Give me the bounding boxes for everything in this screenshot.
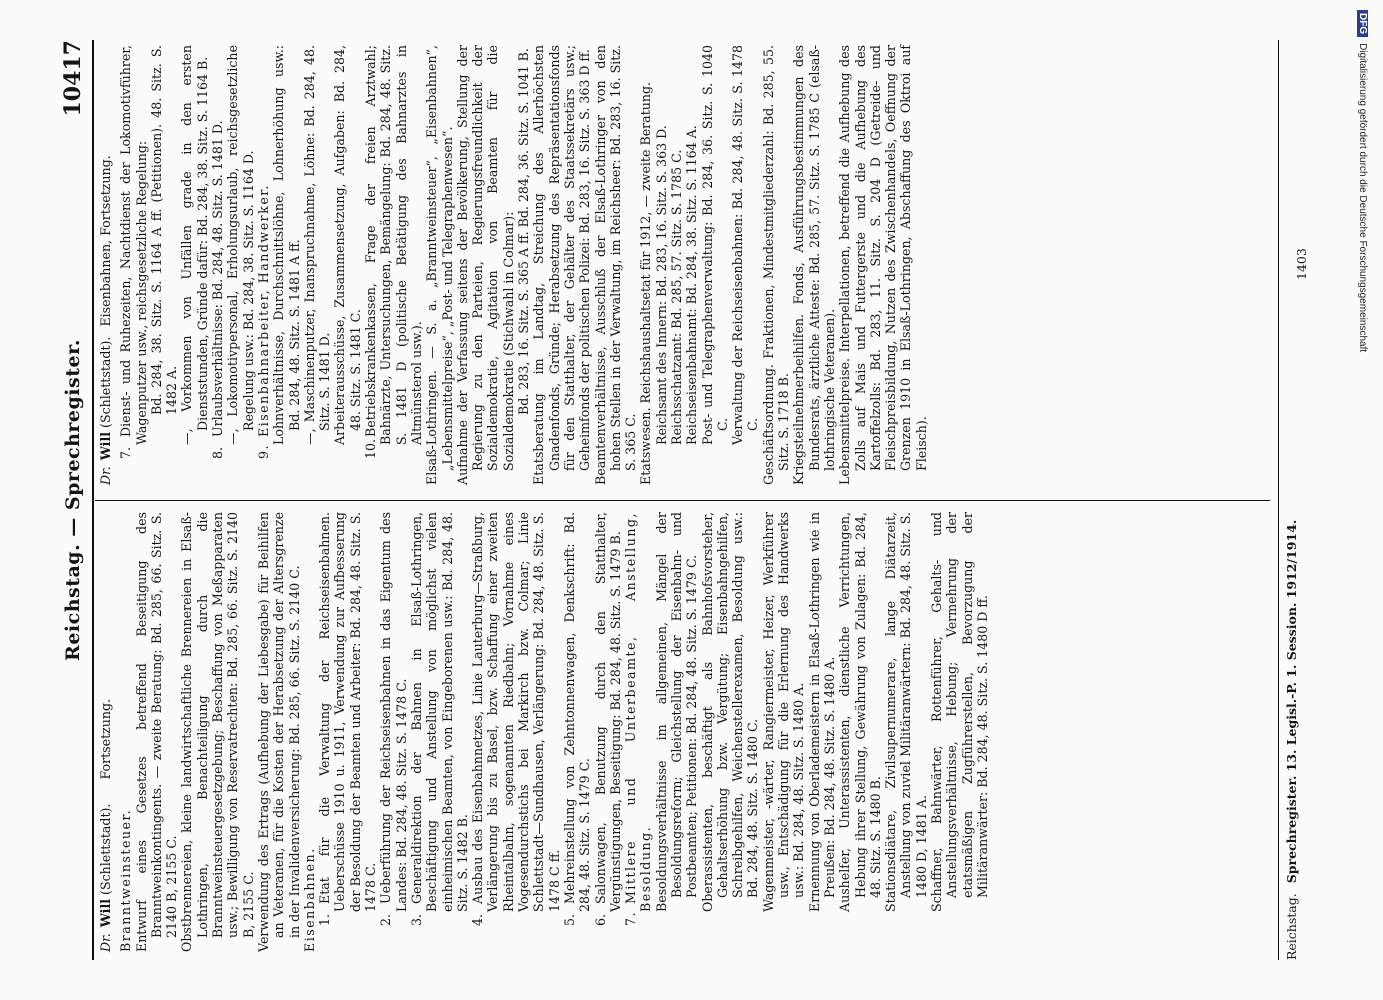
left-entry: [929, 512, 990, 952]
right-entry-text: Arbeiterausschüsse, Zusammensetzung, Aufgaben: Bd. 284, 48. Sitz. S. 1481 C.: [332, 45, 363, 445]
left-entry-text: Ausbau des Eisenbahnnetzes, Linie Lauterburg—Straßburg, Verlängerung bis zu Basel, bzw. Schaffung einer zweiten Rheintalbahn, sogenannten Riedbahn; Vornahme eines Vogesendurchstichs bei Markirch bzw. Colmar; Linie Schlettstadt—Sundhausen, Verlängerung: Bd. 284, 48. Sitz. S. 1478 C ff.: [470, 512, 562, 912]
right-entries: [118, 45, 929, 485]
left-entry-text: Mehreinstellung von Zehntonnenwagen, Denkschrift: Bd. 284, 48. Sitz. S. 1479 C.: [561, 512, 593, 912]
right-head-continuation: Eisenbahnen, Fortsetzung.: [98, 155, 113, 327]
right-entry-number: 9.: [255, 443, 271, 459]
right-entry: [669, 45, 684, 485]
left-entry: [470, 512, 562, 952]
left-entry-text: Entwurf eines Gesetzes betreffend Beseitigung des Branntweinkontingents. — zweite Beratung: Bd. 285, 66. Sitz. S. 2140 B, 2155 C.: [133, 512, 180, 952]
right-head-name: Will: [98, 431, 113, 461]
right-entry: [791, 45, 837, 485]
right-entry-text: Urlaubsverhältnisse: Bd. 284, 48. Sitz. S. 1481 D.: [210, 120, 226, 437]
right-column-head: [98, 45, 113, 485]
left-head-continuation: Fortsetzung.: [98, 698, 113, 780]
dfg-logo: DFG: [1357, 10, 1368, 37]
right-entry-number: 7.: [118, 446, 134, 459]
right-entry-text: Beamtenverhältnisse, Ausschluß der Elsaß-Lothringer von den hohen Stellen in der Verwaltung, im Reichsheer: Bd. 283, 16. Sitz. S. 365 C.: [592, 45, 639, 485]
left-entry: [654, 512, 700, 952]
left-entry: [562, 512, 593, 952]
right-entry: [654, 45, 669, 485]
left-entry: [837, 512, 883, 952]
left-entry: [807, 512, 838, 952]
left-entry: [378, 512, 409, 952]
left-entry-text: Ernennung von Oberlademeistern in Elsaß-Lothringen wie in Preußen: Bd. 284, 48. Sitz. S. 1480 A.: [806, 512, 837, 912]
right-entry: [256, 45, 271, 485]
left-head-name: Will: [98, 898, 113, 928]
left-entry-text: Schaffner, Bahnwärter, Rottenführer, Gehalts- und Anstellungsverhältnisse, Hebung; Vermehrung der etatsmäßigen Zugführerstellen, Bevorzugung der Militäranwärter: Bd. 284, 48. Sitz. S. 1480 D ff.: [929, 512, 990, 912]
right-entry-text: Post- und Telegraphenverwaltung: Bd. 284, 36. Sitz. S. 1040 C.: [699, 45, 730, 445]
footer-rule: [1278, 40, 1279, 960]
left-head-place: (Schlettstadt).: [98, 803, 113, 895]
right-entry-text: Bd. 284, 38. Sitz. S. 1164 A ff. (Petitionen). 48. Sitz. S. 1482 A.: [148, 45, 180, 415]
left-entry-number: 4.: [470, 913, 486, 926]
left-entry-text: Obstbrennereien, kleine landwirtschaftliche Brennereien in Elsaß-Lothringen, Benachteiligung durch die Branntweinsteuergesetzgebung; Beschaffung von Meßapparaten usw.; Bewilligung von Reservatrechten: Bd. 285, 66. Sitz. S. 2140 B, 2155 C.: [179, 512, 256, 952]
left-entry-text: Mittlere und Unterbeamte, Anstellung, Besoldung.: [623, 512, 654, 912]
right-entry: [210, 45, 225, 485]
right-entry: [730, 45, 761, 485]
right-entry: [531, 45, 592, 485]
left-entry-number: 3.: [408, 913, 424, 926]
left-entry-text: Ueberführung der Reichseisenbahnen in das Eigentum des Landes: Bd. 284, 48. Sitz. S. 1478 C.: [378, 512, 409, 912]
right-entry: [363, 45, 424, 485]
right-entry-text: Etatswesen. Reichshaushaltsetat für 1912, — zweite Beratung.: [638, 81, 654, 485]
left-entry-text: Etat für die Verwaltung der Reichseisenbahnen. Ueberschüsse 1910 u. 1911, Verwendung zur Aufbesserung der Besoldung der Beamten und Arbeiter: Bd. 284, 48. Sitz. S. 1478 C.: [317, 512, 379, 912]
left-entry-number: 5.: [561, 913, 577, 926]
left-entry: [761, 512, 807, 952]
dfg-note-text: Digitalisierung gefördert durch die Deutsche Forschungsgemeinschaft: [1357, 43, 1368, 353]
left-entry-number: 2.: [378, 913, 394, 926]
left-entries: [118, 512, 990, 952]
right-entry-text: Aufnahme der Verfassung seitens der Bevölkerung, Stellung der Regierung zu den Parteien, Regierungsfreundlichkeit der Sozialdemokratie, Agitation von Beamten für die Sozialdemokratie (Stichwahl in Colmar):: [454, 45, 516, 485]
left-entry-text: Aushelfer, Unterassistenten, dienstliche Verrichtungen, Hebung ihrer Stellung, Gewährung von Zulagen: Bd. 284, 48. Sitz. S. 1480 B.: [837, 512, 883, 912]
right-entry: [593, 45, 639, 485]
left-entry-text: Verwendung des Ertrags (Aufhebung der Liebesgabe) für Beihilfen an Veteranen, für die Kosten der Herabsetzung der Altersgrenze in der Invalidenversicherung: Bd. 285, 66. Sitz. S. 2140 C.: [255, 512, 302, 952]
right-entry: [684, 45, 699, 485]
left-entry-text: Oberassistenten, beschäftigt als Bahnhofsvorsteher, Gehaltserhöhung bzw. Vergütung; Eisenbahngehilfen, Schreibgehilfen, Weichenstellerexamen, Besoldung usw.: Bd. 284, 48. Sitz. S. 1480 C.: [699, 512, 761, 912]
right-entry: [149, 45, 180, 485]
right-entry: [837, 45, 929, 485]
footer-title: Sprechregister. 13. Legisl.-P. 1. Session. 1912/1914.: [1284, 519, 1299, 884]
right-entry-text: Geschäftsordnung. Fraktionen, Mindestmitgliederzahl: Bd. 285, 55. Sitz. S. 1718 B.: [760, 45, 792, 485]
left-entry-text: Wagenmeister, -wärter, Rangiermeister, Heizer, Werkführer usw., Entschädigung für die Erlernung des Handwerks usw.: Bd. 284, 48. Sitz. S. 1480 A.: [760, 512, 807, 912]
left-entry: [883, 512, 929, 952]
left-entry-text: Branntweinsteuer.: [118, 808, 134, 952]
right-entry: [638, 45, 653, 485]
left-entry: [593, 512, 624, 952]
left-entry-text: Stationsdiätare, Zivilsupernumerare, lange Diätarzeit, Anstellung von zuviel Militäranwärtern: Bd. 284, 48. Sitz. S. 1480 D, 1481 A.: [883, 512, 929, 912]
left-head-dr: Dr.: [98, 933, 113, 952]
right-entry: [424, 45, 455, 485]
left-entry: [256, 512, 302, 952]
left-entry: [700, 512, 761, 952]
right-entry-text: Lohnverhältnisse, Durchschnittslöhne, Lohnerhöhung usw.: Bd. 284, 48. Sitz. S. 1481 A ff.: [271, 45, 302, 445]
left-entry-text: Generaldirektion der Bahnen in Elsaß-Lothringen, Beschäftigung und Anstellung von möglichst vielen einheimischen Beamten, von Eingeborenen usw.: Bd. 284, 48. Sitz. S. 1482 B.: [408, 512, 470, 912]
right-column: [98, 45, 929, 485]
right-entry: [332, 45, 363, 485]
right-entry-text: Elsaß-Lothringen. — S. a. „Branntweinsteuer“, „Eisenbahnen“, „Lebensmittelpreise“, „Post- und Telegraphenwesen“.: [424, 45, 455, 485]
right-entry: [179, 45, 210, 485]
right-entry-text: Reichseisenbahnamt: Bd. 284, 38. Sitz. S. 1164 A.: [684, 125, 700, 445]
page-title: Reichstag. — Sprechregister.: [62, 339, 84, 661]
left-entry-number: 6.: [592, 913, 608, 926]
right-entry-text: Reichsschatzamt: Bd. 285, 57. Sitz. S. 1785 C.: [668, 149, 684, 445]
right-head-place: (Schlettstadt).: [98, 336, 113, 428]
right-entry-text: —, Vorkommen von Unfällen grade in den ersten Dienststunden, Gründe dafür: Bd. 284, 38. Sitz. S. 1164 B.: [179, 45, 210, 445]
right-entry: [271, 45, 302, 485]
left-entry-text: Salonwagen, Benutzung durch den Statthalter, Vergünstigungen, Beseitigung: Bd. 284, 48. Sitz. S. 1479 B.: [592, 512, 623, 912]
right-entry-text: Eisenbahnarbeiter, Handwerker.: [255, 184, 271, 437]
footer-page-number: 1403: [1294, 248, 1309, 280]
footer-left: Reichstag.: [1284, 893, 1299, 960]
column-separator: [95, 500, 1270, 501]
right-head-dr: Dr.: [98, 466, 113, 485]
running-header: [62, 40, 92, 960]
left-column: [98, 512, 990, 952]
left-entry-text: Besoldungsverhältnisse im allgemeinen, Mängel der Besoldungsreform; Gleichstellung der Eisenbahn- und Postbeamten; Petitionen: Bd. 284, 48. Sitz. S. 1479 C.: [653, 512, 700, 912]
left-entry: [134, 512, 180, 952]
right-entry: [118, 45, 149, 485]
left-entry: [302, 512, 317, 952]
left-entry: [118, 512, 133, 952]
left-entry: [179, 512, 255, 952]
left-entry: [317, 512, 378, 952]
right-entry: [455, 45, 516, 485]
column-number: 10417: [60, 40, 86, 117]
right-entry-text: Verwaltung der Reichseisenbahnen: Bd. 284, 48. Sitz. S. 1478 C.: [730, 45, 761, 445]
left-entry-number: 1.: [317, 913, 333, 926]
left-entry-number: 7.: [623, 910, 639, 926]
right-entry-number: 8.: [210, 446, 226, 459]
left-entry: [409, 512, 470, 952]
right-entry-text: Lebensmittelpreise. Interpellationen, betreffend die Aufhebung des Zolls auf Mais und Futtergerste und die Aufhebung des Kartoffelzolls: Bd. 283, 11. Sitz. S. 204 D (Getreide- und Fleischpreisbildung, Nutzen des Zwischenhandels, Oeffnung der Grenzen 1910 in Elsaß-Lothringen, Abschaffung des Oktroi auf Fleisch).: [837, 45, 929, 485]
right-entry: [700, 45, 731, 485]
right-entry-text: Etatsberatung im Landtag, Streichung des Allerhöchsten Gnadenfonds, Gründe; Herabsetzung des Repräsentationsfonds für den Statthalter, der Gehälter des Staatssekretärs usw.; Geheimfonds der politischen Polizei: Bd. 283, 16. Sitz. S. 363 D ff.: [531, 45, 593, 485]
left-column-head: [98, 512, 113, 952]
page-footer: [1284, 40, 1309, 960]
left-entry: [623, 512, 654, 952]
right-entry: [302, 45, 333, 485]
right-entry-text: Bd. 283, 16. Sitz. S. 365 A ff. Bd. 284, 36. Sitz. S. 1041 B.: [516, 48, 532, 415]
right-entry: [516, 45, 531, 485]
right-entry-text: —, Maschinenputzer, Inanspruchnahme, Löhne: Bd. 284, 48. Sitz. S. 1481 D.: [301, 45, 333, 445]
right-entry-text: Kriegsteilnehmerbeihilfen. Fonds, Ausführungsbestimmungen des Bundesrats, ärztliche Atteste: Bd. 285, 57. Sitz. S. 1785 C (elsaß-lothringische Veteranen).: [791, 45, 837, 485]
right-entry-text: —, Lokomotivpersonal, Erholungsurlaub, reichsgesetzliche Regelung usw.: Bd. 284, 38. Sitz. S. 1164 D.: [225, 45, 256, 445]
right-entry-text: Reichsamt des Innern: Bd. 283, 16. Sitz. S. 363 D.: [653, 125, 669, 445]
left-entry-text: Eisenbahnen.: [301, 847, 317, 952]
right-entry-text: Betriebskrankenkassen, Frage der freien Arztwahl; Bahnärzte, Untersuchungen, Bemängelung: Bd. 284, 48. Sitz. S. 1481 D (politische Betätigung des Bahnarztes in Altmünsterol usw.).: [363, 45, 424, 445]
right-entry-text: Dienst- und Ruhezeiten, Nachtdienst der Lokomotivführer, Wagenputzer usw., reichsgesetzliche Regelung:: [118, 45, 149, 445]
right-entry-number: 10.: [363, 438, 379, 459]
header-rule: [92, 40, 94, 960]
right-entry: [225, 45, 256, 485]
right-entry: [761, 45, 792, 485]
